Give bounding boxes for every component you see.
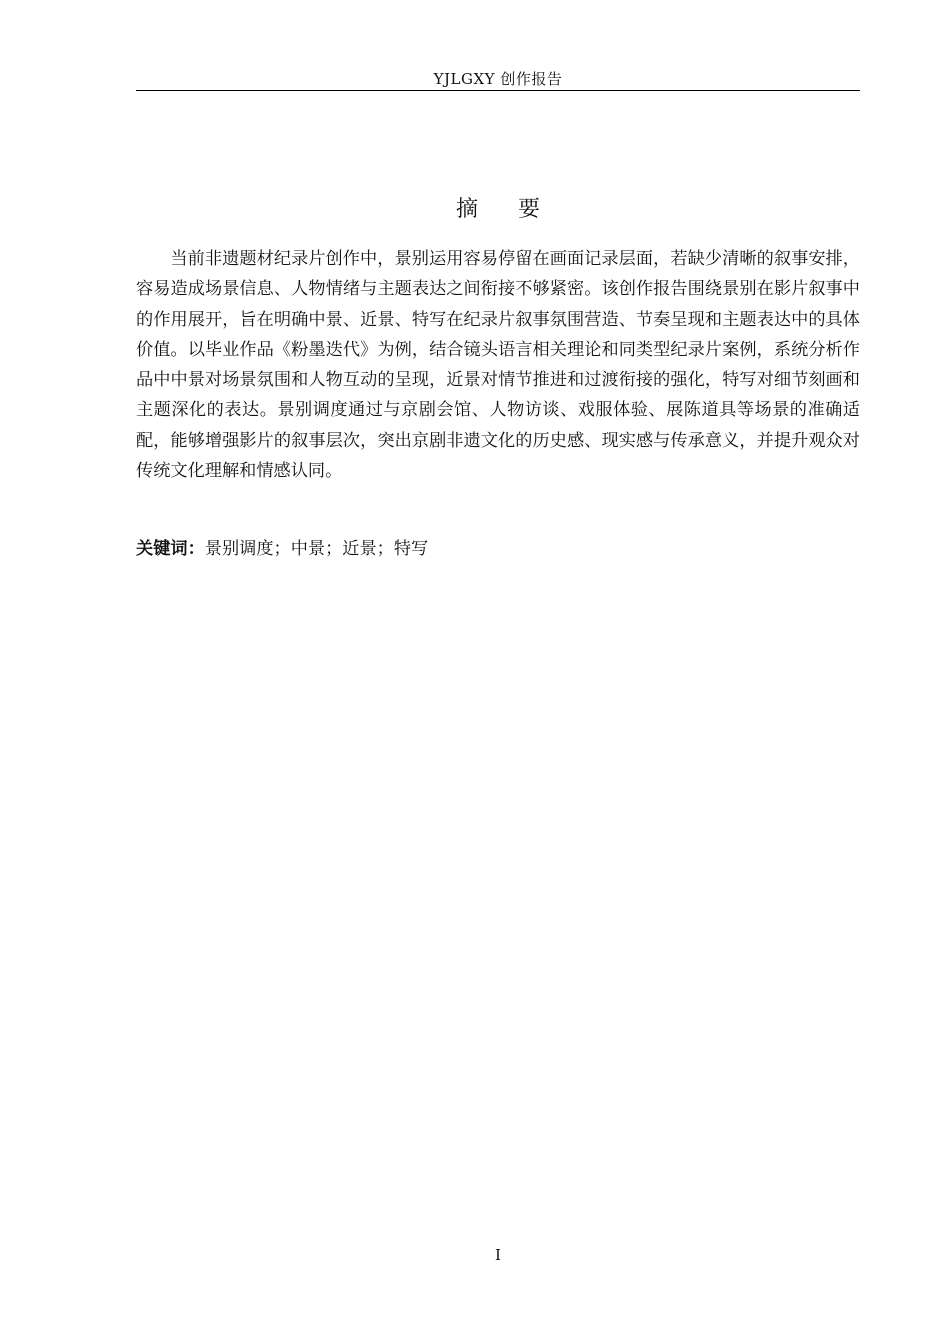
running-header: YJLGXY 创作报告 bbox=[433, 70, 563, 88]
header-rule bbox=[136, 90, 860, 91]
abstract-title bbox=[136, 195, 860, 225]
keywords-label: 关键词： bbox=[136, 539, 205, 559]
keywords-value: 景别调度；中景；近景；特写 bbox=[204, 539, 429, 559]
abstract-title-char-2: 要 bbox=[518, 196, 541, 222]
abstract-body: 当前非遗题材纪录片创作中，景别运用容易停留在画面记录层面，若缺少清晰的叙事安排，容易造成场景信息、人物情绪与主题表达之间衔接不够紧密。该创作报告围绕景别在影片叙事中的作用展开，旨在明确中景、近景、特写在纪录片叙事氛围营造、节奏呈现和主题表达中的具体价值。以毕业作品《粉墨迭代》为例，结合镜头语言相关理论和同类型纪录片案例，系统分析作品中中景对场景氛围和人物互动的呈现，近景对情节推进和过渡衔接的强化，特写对细节刻画和主题深化的表达。景别调度通过与京剧会馆、人物访谈、戏服体验、展陈道具等场景的准确适配，能够增强影片的叙事层次，突出京剧非遗文化的历史感、现实感与传承意义，并提升观众对传统文化理解和情感认同。 bbox=[136, 249, 860, 482]
page-number: I bbox=[495, 1246, 501, 1264]
keywords-line bbox=[136, 536, 860, 562]
abstract-title-char-1: 摘 bbox=[455, 196, 478, 222]
